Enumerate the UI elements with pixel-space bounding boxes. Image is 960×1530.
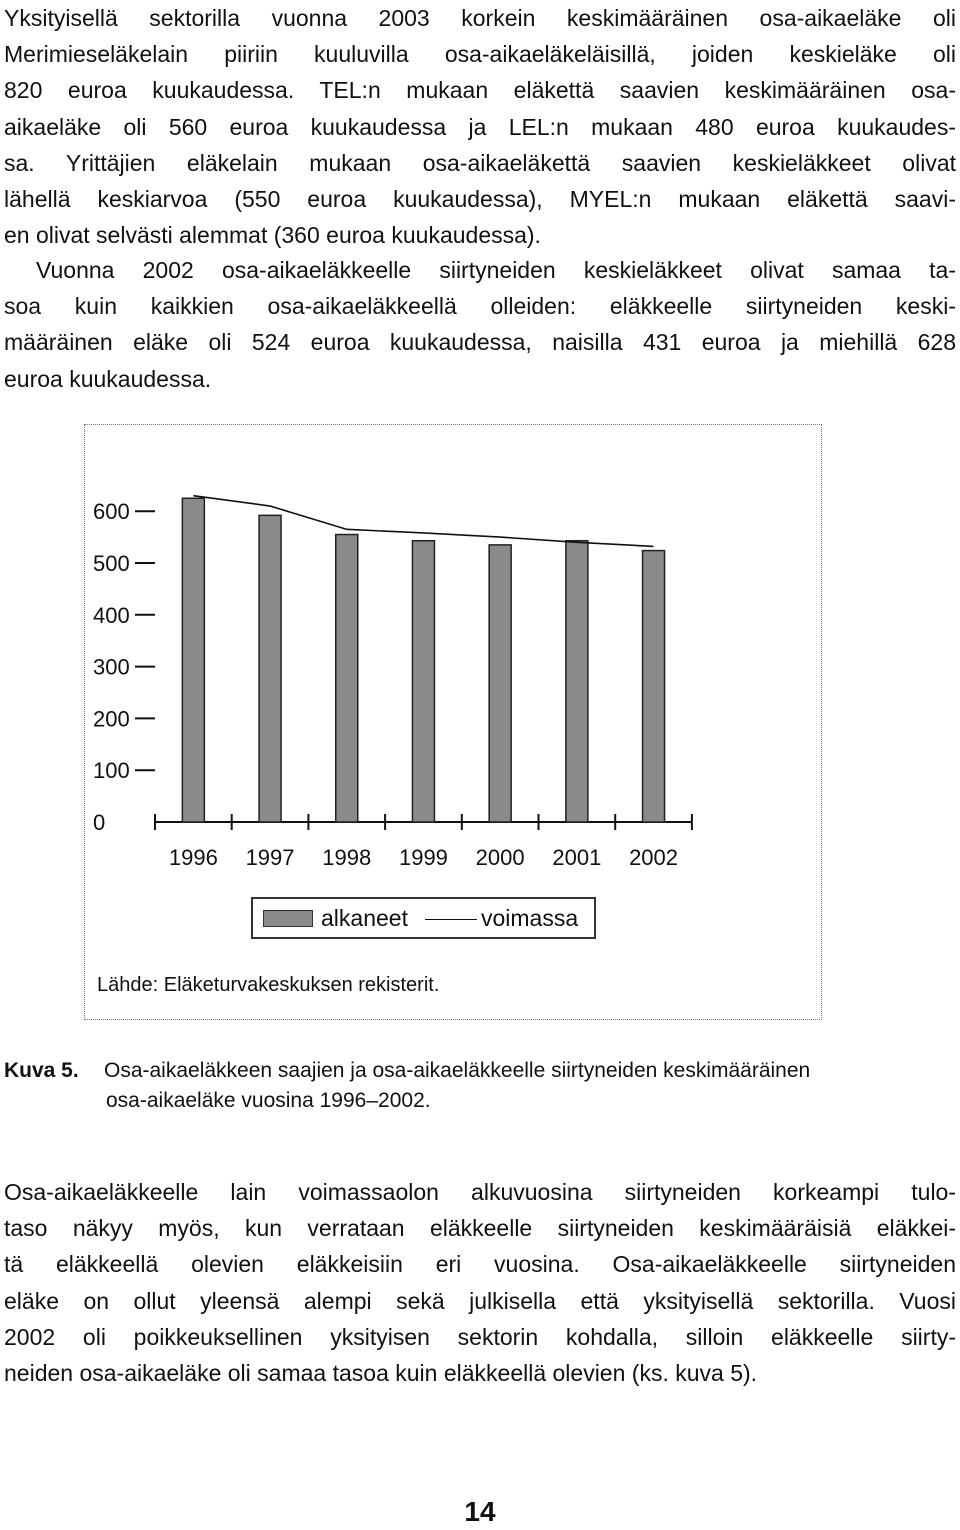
paragraph-line: Osa-aikaeläkkeelle lain voimassaolon alkuvuosina siirtyneiden korkeampi tulo- (4, 1179, 956, 1205)
y-tick-label: 600 (93, 499, 130, 525)
caption-text-line2: osa-aikaeläke vuosina 1996–2002. (106, 1089, 431, 1112)
figure-source-note: Lähde: Eläketurvakeskuksen rekisterit. (97, 974, 440, 996)
intro-paragraph (4, 0, 956, 253)
bar (259, 515, 281, 822)
paragraph-line: aikaeläke oli 560 euroa kuukaudessa ja LEL:n mukaan 480 euroa kuukaudes- (4, 113, 956, 140)
y-tick-label: 300 (93, 654, 130, 680)
legend-bar-label: alkaneet (321, 905, 408, 931)
y-tick-label: 400 (93, 602, 130, 628)
paragraph-line: 2002 oli poikkeuksellinen yksityisen sektorin kohdalla, silloin eläkkeelle siirty- (4, 1323, 956, 1350)
closing-paragraph (4, 1174, 956, 1391)
paragraph-line: 820 euroa kuukaudessa. TEL:n mukaan eläkettä saavien keskimääräinen osa- (4, 77, 956, 104)
paragraph-line: Merimieseläkelain piiriin kuuluvilla osa-aikaeläkeläisillä, joiden keskieläke oli (4, 41, 956, 68)
chart-legend (251, 897, 596, 939)
second-paragraph (4, 252, 956, 397)
paragraph-line: määräinen eläke oli 524 euroa kuukaudessa, naisilla 431 euroa ja miehillä 628 (4, 329, 956, 356)
x-tick-label: 1998 (322, 845, 372, 870)
bar (336, 535, 358, 822)
x-tick-label: 1999 (398, 845, 448, 870)
paragraph-line: neiden osa-aikaeläke oli samaa tasoa kuin eläkkeellä olevien (ks. kuva 5). (4, 1360, 758, 1387)
legend-line-label: voimassa (481, 905, 579, 931)
x-tick-label: 1996 (168, 845, 218, 870)
bar (412, 541, 434, 822)
bar (643, 551, 665, 822)
paragraph-line: Yksityisellä sektorilla vuonna 2003 korkein keskimääräinen osa-aikaeläke oli (4, 5, 956, 31)
page-number: 14 (464, 1496, 496, 1527)
paragraph-line: lähellä keskiarvoa (550 euroa kuukaudessa), MYEL:n mukaan eläkettä saavi- (4, 186, 956, 213)
paragraph-line: Vuonna 2002 osa-aikaeläkkeelle siirtyneiden keskieläkkeet olivat samaa ta- (36, 257, 956, 283)
legend-line-sample (425, 919, 477, 920)
bar (182, 498, 204, 822)
bar (489, 545, 511, 822)
figure-caption (4, 1056, 956, 1116)
caption-text-line1: Osa-aikaeläkkeen saajien ja osa-aikaeläkkeelle siirtyneiden keskimääräinen (104, 1059, 811, 1082)
paragraph-line: soa kuin kaikkien osa-aikaeläkkeellä olleiden: eläkkeelle siirtyneiden keski- (4, 293, 956, 320)
paragraph-line: eläke on ollut yleensä alempi sekä julkisella että yksityisellä sektorilla. Vuosi (4, 1287, 956, 1314)
y-tick-label: 0 (93, 810, 106, 835)
x-tick-label: 2000 (475, 845, 525, 870)
paragraph-line: en olivat selvästi alemmat (360 euroa kuukaudessa). (4, 222, 541, 249)
x-tick-label: 1997 (245, 845, 295, 870)
y-tick-label: 100 (93, 758, 130, 784)
x-tick-label: 2002 (629, 845, 679, 870)
paragraph-line: euroa kuukaudessa. (4, 365, 212, 392)
paragraph-line: sa. Yrittäjien eläkelain mukaan osa-aikaeläkettä saavien keskieläkkeet olivat (4, 149, 956, 176)
paragraph-line: tä eläkkeellä olevien eläkkeisiin eri vuosina. Osa-aikaeläkkeelle siirtyneiden (4, 1251, 956, 1278)
figure-frame (84, 424, 822, 1020)
paragraph-line: taso näkyy myös, kun verrataan eläkkeelle siirtyneiden keskimääräisiä eläkkei- (4, 1215, 956, 1242)
x-tick-label: 2001 (552, 845, 602, 870)
y-tick-label: 200 (93, 706, 130, 732)
legend-bar-swatch (263, 910, 313, 927)
caption-label: Kuva 5. (4, 1059, 79, 1082)
y-tick-label: 500 (93, 551, 130, 576)
bar (566, 541, 588, 822)
